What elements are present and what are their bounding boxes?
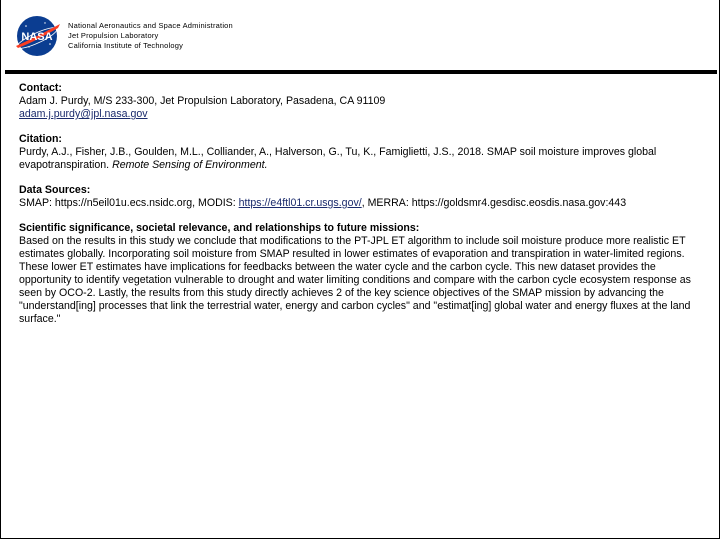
citation-heading: Citation: [19,133,62,145]
data-sources-prefix: SMAP: https://n5eil01u.ecs.nsidc.org, MODIS: [19,197,239,209]
significance-text: Based on the results in this study we conclude that modifications to the PT-JPL ET algorithm to include soil moisture produce more realistic ET estimates globally. Incorporating soil moisture from SMAP resulted in lower estimates of evaporation and transpiration in water-limited regions. These lower ET estimates have implications for feedbacks between the water cycle and the carbon cycle. This new dataset provides the opportunity to identify vegetation vulnerable to drought and water limiting conditions and compare with the carbon cycle ecosystem response as seen by OCO-2. Lastly, the results from this study directly achieves 2 of the key science objectives of the SMAP mission by advancing the "understand[ing] processes that link the terrestrial water, energy and carbon cycles" and "estimat[ing] global water and energy fluxes at the land surface." [19,235,691,325]
citation-journal: Remote Sensing of Environment. [112,159,268,171]
org-line-jpl: Jet Propulsion Laboratory [68,31,159,40]
citation-section [19,133,709,172]
nasa-logo [12,14,62,58]
data-sources-suffix: , MERRA: https://goldsmr4.gesdisc.eosdis.nasa.gov:443 [361,197,627,209]
contact-section [19,82,709,121]
citation-text: Purdy, A.J., Fisher, J.B., Goulden, M.L., Colliander, A., Halverson, G., Tu, K., Famiglietti, J.S., 2018. SMAP soil moisture improves global evapotranspiration. [19,146,657,171]
main-content [19,82,709,338]
org-line-nasa: National Aeronautics and Space Administration [68,21,233,30]
nasa-logo-text: NASA [21,31,53,43]
contact-email-link[interactable]: adam.j.purdy@jpl.nasa.gov [19,108,148,120]
organization-block [68,21,233,51]
nasa-meatball-icon [12,14,62,58]
significance-heading: Scientific significance, societal relevance, and relationships to future missions: [19,222,420,234]
modis-link[interactable]: https://e4ftl01.cr.usgs.gov/ [238,197,362,209]
header-divider [5,70,717,74]
contact-address: Adam J. Purdy, M/S 233-300, Jet Propulsion Laboratory, Pasadena, CA 91109 [19,95,386,107]
data-sources-heading: Data Sources: [19,184,91,196]
data-sources-section [19,184,709,210]
significance-section [19,222,709,326]
org-line-caltech: California Institute of Technology [68,41,184,50]
contact-heading: Contact: [19,82,62,94]
